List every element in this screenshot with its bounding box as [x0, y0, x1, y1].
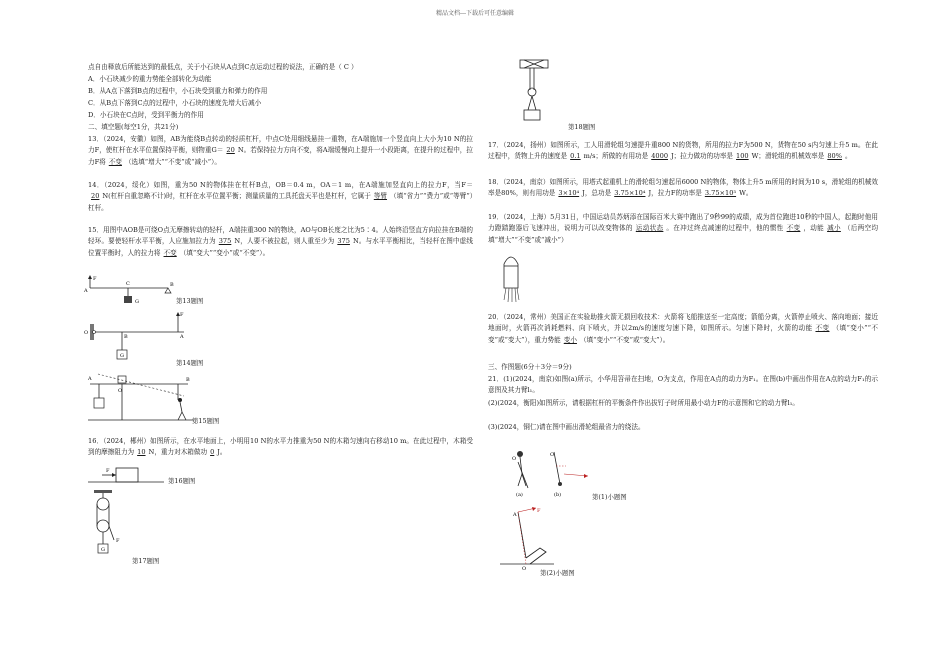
svg-text:O: O: [118, 388, 123, 394]
question-16: 16．（2024，郴州）如图所示，在水平地面上，小明用10 N的水平力推重为50 N的木箱匀速向右移动10 m。在此过程中，木箱受到的摩擦阻力为 10 N，重力对木箱做功 0 J。: [88, 437, 473, 457]
section-drawing: 三、作图题(6分＋3分＝9分): [488, 363, 572, 371]
question-21-2: (2)(2024，衡阳)如图所示，请根据杠杆的平衡条件作出拔钉子时所用最小动力F的示意图和它的动力臂l₁。: [488, 399, 799, 407]
q14-answer-1: 20: [91, 192, 100, 201]
svg-text:O: O: [522, 566, 527, 572]
q19-answer-1: 运动状态: [635, 224, 664, 233]
svg-text:F: F: [116, 538, 120, 544]
svg-text:B: B: [124, 334, 128, 340]
question-18: 18．（2024，南京）如图所示，用塔式起重机上的滑轮组匀速起吊6000 N的物体，物体上升5 m所用的时间为10 s，滑轮组的机械效率是80%，则有用功是 3×10⁴ J，总功是 3.75×10⁴ J，拉力F的功率是 3.75×10³ W。: [488, 178, 878, 198]
caption-16: 第16题图: [168, 477, 196, 485]
q13-answer-2: 不变: [108, 157, 122, 166]
q12-tail: 点自由释放后所能达到的最低点，关于小石块从A点到C点运动过程的说法，正确的是（ C ）: [88, 63, 358, 71]
q17-answer-3: 100: [736, 152, 749, 161]
figure-16: [88, 460, 168, 486]
q20-answer-1: 不变: [815, 324, 830, 333]
caption-18: 第18题图: [568, 123, 596, 131]
figure-14: [84, 310, 188, 370]
caption-15: 第15题图: [192, 417, 220, 425]
svg-text:O: O: [550, 452, 555, 458]
q12-option-b: B．从A点下落到B点的过程中，小石块受到重力和弹力的作用: [88, 87, 268, 95]
figure-18: [516, 60, 556, 130]
svg-text:G: G: [101, 547, 105, 553]
svg-text:F: F: [180, 312, 184, 318]
q12-option-c: C．从B点下落到C点的过程中，小石块的速度先增大后减小: [88, 99, 262, 107]
q13-answer-1: 20: [226, 146, 235, 155]
q16-answer-1: 10: [137, 448, 146, 457]
question-21-3: (3)(2024，铜仁)请在图中画出滑轮组最省力的绕法。: [488, 423, 645, 431]
svg-text:A: A: [84, 288, 88, 294]
question-20: 20．（2024，常州）美国正在实验助推火箭无损回收技术：火箭将飞船推送至一定高度；箭船分离，火箭停止喷火、落向地面；接近地面时，火箭再次消耗燃料、向下喷火，并以2m/s的速度匀速下降，如图所示。匀速下降时，火箭的动能 不变 （填“变小”“不变”或“变大”），重力势能 变小 （填“变小”“不变”或“变大”）。: [488, 313, 878, 344]
section-fill-in: 二、填空题(每空1分，共21分): [88, 123, 179, 131]
svg-text:A: A: [513, 512, 517, 518]
svg-text:G: G: [135, 299, 139, 305]
caption-21-1: 第(1)小题图: [592, 493, 627, 501]
q18-answer-1: 3×10⁴: [558, 189, 580, 198]
figure-17: [88, 490, 128, 560]
q12-option-a: A．小石块减少的重力势能全部转化为动能: [88, 75, 212, 83]
question-15: 15．用图中AOB是可绕O点无摩擦转动的轻杆，A端挂重300 N的物块，AO与OB长度之比为5∶4。人始终沿竖直方向拉挂在B端的轻环。要使轻杆水平平衡，人应施加拉力为 375 N，人要不被拉起，则人重至少为 375 N。与水平平衡相比，当轻杆在图中虚线位置平衡时，人的拉力将 不变 （填“变大”“变小”或“不变”）。: [88, 226, 473, 257]
q15-answer-2: 375: [337, 237, 350, 246]
q19-answer-2: 不变: [786, 224, 801, 233]
question-17: 17．（2024，扬州）如图所示，工人用滑轮组匀速提升重800 N的货物，所用的拉力F为500 N，货物在50 s内匀速上升5 m。在此过程中，货物上升的速度是 0.1 m/s；所做的有用功是 4000 J；拉力做功的功率是 100 W；滑轮组的机械效率是 80% 。: [488, 141, 878, 161]
svg-text:F: F: [537, 508, 541, 514]
q15-answer-1: 375: [218, 237, 232, 246]
q15-answer-3: 不变: [163, 248, 177, 257]
q18-answer-3: 3.75×10³: [704, 189, 737, 198]
svg-text:B: B: [186, 377, 190, 383]
figure-21-1: [500, 446, 600, 498]
svg-text:A: A: [88, 376, 92, 382]
q14-answer-2: 等臂: [373, 192, 388, 201]
svg-text:O: O: [84, 330, 89, 336]
svg-text:(b): (b): [554, 492, 562, 498]
q12-option-d: D．小石块在C点时，受到平衡力的作用: [88, 111, 204, 119]
question-13: 13．（2024，安徽）如图，AB为能绕B点转动的轻质杠杆，中点C处用细线悬挂一重物，在A端施加一个竖直向上大小为10 N的拉力F，使杠杆在水平位置保持平衡，则物重G＝ 20 N。若保持拉力方向不变，将A端缓慢向上提升一小段距离，在提升的过程中，拉力F将 不变 （选填“增大”“不变”或“减小”）。: [88, 135, 474, 166]
question-19: 19．（2024，上海）5月31日，中国运动员苏炳添在国际百米大赛中跑出了9秒99的成绩，成为首位跑进10秒的中国人，起跑时他用力蹬踏跑器后飞速冲出，说明力可以改变物体的 运动状态 。在冲过终点减速的过程中，他的惯性 不变 ，动能 减小 （后两空均填“增大”“不变”或“减小”）: [488, 213, 879, 244]
page-header: 精品文档---下载后可任意编辑: [435, 10, 515, 17]
svg-text:F: F: [93, 276, 97, 282]
svg-text:G: G: [120, 353, 124, 359]
svg-text:B: B: [170, 282, 174, 288]
q17-answer-1: 0.1: [570, 152, 581, 161]
svg-text:F: F: [106, 468, 110, 474]
figure-rocket: [498, 252, 528, 304]
caption-21-2: 第(2)小题图: [540, 569, 575, 577]
q17-answer-2: 4000: [651, 152, 669, 161]
caption-13: 第13题图: [176, 297, 204, 305]
q19-answer-3: 减小: [827, 224, 841, 233]
question-21-1: 21．(1)(2024，南京)如图(a)所示，小华用笤帚在扫地，O为支点，作用在A点的动力为F₁。在图(b)中画出作用在A点的动力F₁的示意图及其力臂l₁。: [488, 375, 878, 395]
svg-text:(a): (a): [516, 492, 523, 498]
figure-13: [84, 274, 178, 308]
q17-answer-4: 80%: [827, 152, 842, 161]
caption-17: 第17题图: [132, 557, 160, 565]
q20-answer-2: 变小: [563, 335, 577, 344]
caption-14: 第14题图: [176, 359, 204, 367]
q18-answer-2: 3.75×10⁴: [614, 189, 646, 198]
svg-text:C: C: [126, 281, 130, 287]
figure-15: [88, 370, 198, 422]
svg-text:O: O: [512, 456, 517, 462]
figure-21-2: [500, 508, 580, 570]
svg-text:A: A: [180, 334, 184, 340]
question-14: 14．（2024，绥化）如图，重为50 N的物体挂在杠杆B点，OB＝0.4 m，OA＝1 m，在A端施加竖直向上的拉力F，当F＝20 N(杠杆自重忽略不计)时，杠杆在水平位置平衡；测量质量的工具托盘天平也是杠杆，它属于 等臂 （填“省力”“费力”或“等臂”）杠杆。: [88, 181, 473, 212]
q16-answer-2: 0: [210, 448, 215, 457]
